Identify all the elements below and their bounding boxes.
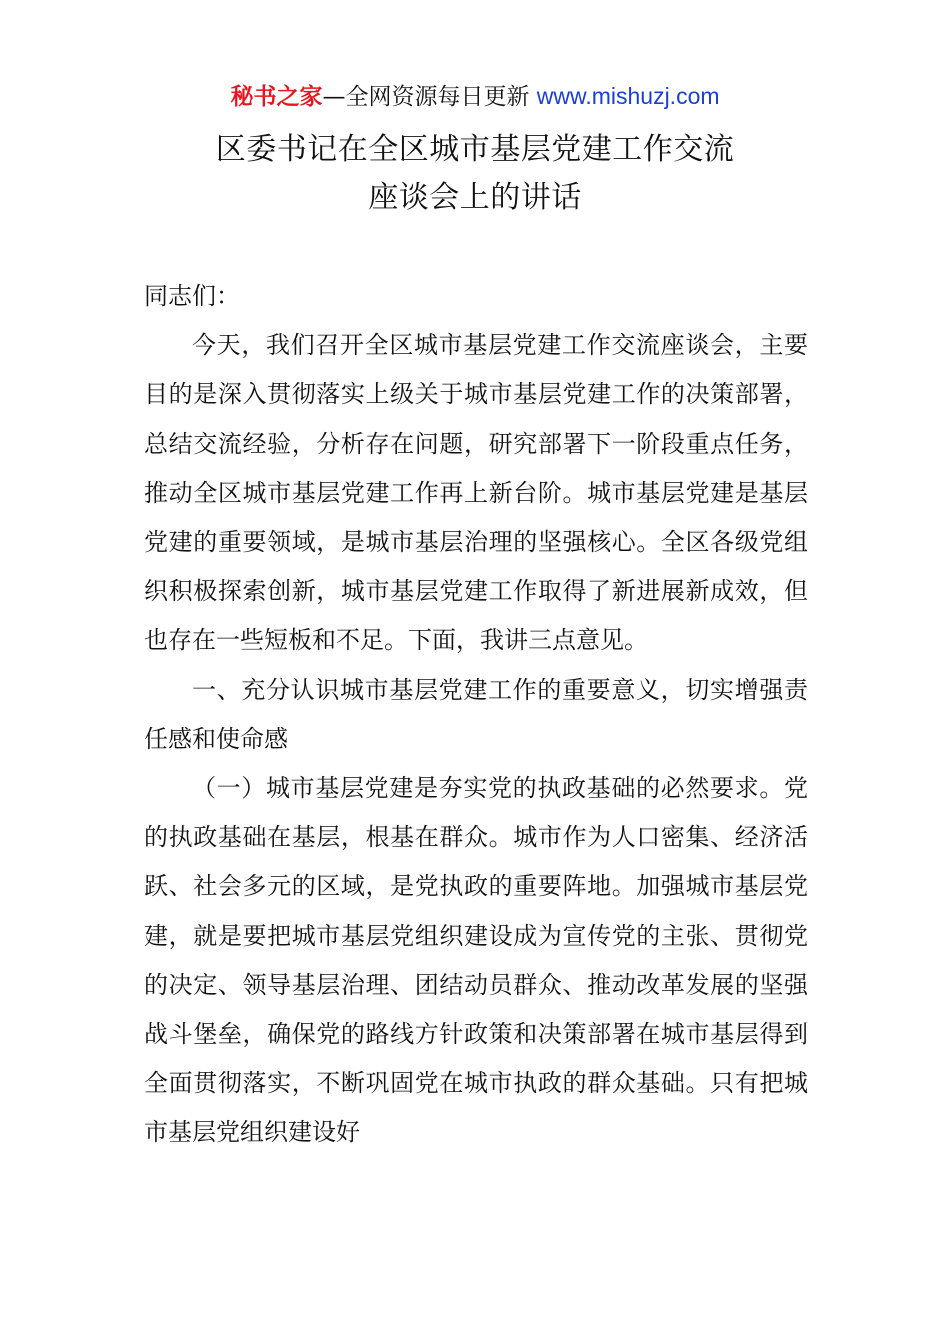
brand-name: 秘书之家 [230,84,323,110]
document-body [144,272,808,1158]
header-tagline: —全网资源每日更新 [322,84,537,110]
site-header [0,80,950,113]
title-line-1: 区委书记在全区城市基层党建工作交流 [215,132,735,167]
salutation: 同志们： [144,282,240,310]
title-line-2: 座谈会上的讲话 [368,180,582,215]
site-url-link[interactable]: www.mishuzj.com [536,83,720,109]
paragraph-section-1-1: （一）城市基层党建是夯实党的执政基础的必然要求。党的执政基础在基层，根基在群众。城市作为人口密集、经济活跃、社会多元的区域，是党执政的重要阵地。加强城市基层党建，就是要把城市基层党组织建设成为宣传党的主张、贯彻党的决定、领导基层治理、团结动员群众、推动改革发展的坚强战斗堡垒，确保党的路线方针政策和决策部署在城市基层得到全面贯彻落实，不断巩固党在城市执政的群众基础。只有把城市基层党组织建设好 [144,774,808,1147]
document-title [0,126,950,222]
paragraph-intro: 今天，我们召开全区城市基层党建工作交流座谈会，主要目的是深入贯彻落实上级关于城市基层党建工作的决策部署，总结交流经验，分析存在问题，研究部署下一阶段重点任务，推动全区城市基层党建工作再上新台阶。城市基层党建是基层党建的重要领域，是城市基层治理的坚强核心。全区各级党组织积极探索创新，城市基层党建工作取得了新进展新成效，但也存在一些短板和不足。下面，我讲三点意见。 [144,331,808,655]
section-heading-1: 一、充分认识城市基层党建工作的重要意义，切实增强责任感和使命感 [144,675,808,753]
